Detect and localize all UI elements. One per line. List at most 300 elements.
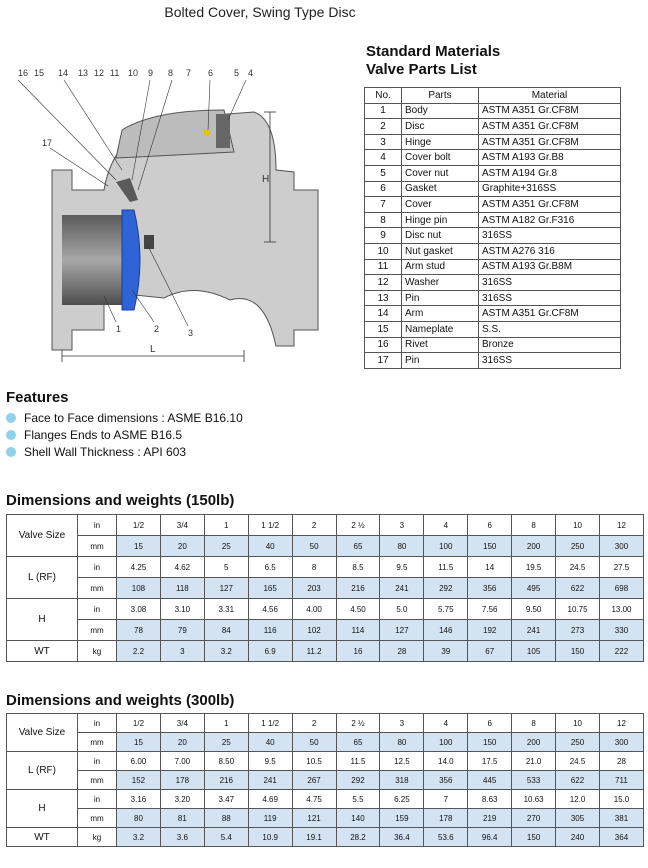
value-cell: 2.2 (117, 641, 161, 662)
callout-7: 7 (186, 68, 192, 78)
value-cell: 1 (204, 714, 248, 733)
value-cell: 1/2 (117, 714, 161, 733)
value-cell: 25 (204, 536, 248, 557)
unit-cell: mm (78, 733, 117, 752)
value-cell: 9.5 (380, 557, 424, 578)
part-name: Pin (402, 353, 479, 369)
part-material: 316SS (479, 275, 621, 291)
value-cell: 445 (468, 771, 512, 790)
header-no: No. (365, 88, 402, 104)
value-cell: 4.62 (160, 557, 204, 578)
row-label: L (RF) (7, 557, 78, 599)
parts-row (365, 243, 621, 259)
value-cell: 381 (599, 809, 643, 828)
value-cell: 2 (292, 515, 336, 536)
parts-row (365, 353, 621, 369)
part-number: 16 (365, 337, 402, 353)
value-cell: 65 (336, 536, 380, 557)
callout-1: 1 (116, 324, 122, 334)
part-name: Disc (402, 119, 479, 135)
value-cell: 14.0 (424, 752, 468, 771)
value-cell: 40 (248, 536, 292, 557)
value-cell: 241 (512, 620, 556, 641)
part-material: ASTM A276 316 (479, 243, 621, 259)
dims-row (7, 620, 644, 641)
value-cell: 1 (204, 515, 248, 536)
value-cell: 88 (204, 809, 248, 828)
value-cell: 19.1 (292, 828, 336, 847)
value-cell: 116 (248, 620, 292, 641)
part-number: 9 (365, 228, 402, 244)
part-number: 5 (365, 165, 402, 181)
value-cell: 50 (292, 536, 336, 557)
parts-row (365, 275, 621, 291)
feature-text: Shell Wall Thickness : API 603 (24, 444, 187, 459)
dims-row (7, 515, 644, 536)
value-cell: 127 (204, 578, 248, 599)
value-cell: 10 (556, 515, 600, 536)
part-name: Arm stud (402, 259, 479, 275)
part-number: 15 (365, 321, 402, 337)
part-number: 12 (365, 275, 402, 291)
value-cell: 165 (248, 578, 292, 599)
value-cell: 3.08 (117, 599, 161, 620)
part-name: Washer (402, 275, 479, 291)
value-cell: 81 (160, 809, 204, 828)
value-cell: 7 (424, 790, 468, 809)
unit-cell: in (78, 714, 117, 733)
value-cell: 102 (292, 620, 336, 641)
row-label: H (7, 599, 78, 641)
part-material: ASTM A193 Gr.B8M (479, 259, 621, 275)
dims-row (7, 536, 644, 557)
dims-row (7, 714, 644, 733)
value-cell: 159 (380, 809, 424, 828)
part-name: Cover nut (402, 165, 479, 181)
value-cell: 12 (599, 515, 643, 536)
part-number: 7 (365, 197, 402, 213)
value-cell: 4.69 (248, 790, 292, 809)
unit-cell: in (78, 752, 117, 771)
value-cell: 3/4 (160, 714, 204, 733)
materials-title (366, 43, 500, 79)
value-cell: 118 (160, 578, 204, 599)
value-cell: 39 (424, 641, 468, 662)
value-cell: 1 1/2 (248, 515, 292, 536)
value-cell: 267 (292, 771, 336, 790)
parts-row (365, 337, 621, 353)
value-cell: 3.6 (160, 828, 204, 847)
features-title: Features (6, 389, 69, 406)
value-cell: 150 (556, 641, 600, 662)
part-name: Body (402, 103, 479, 119)
value-cell: 3.31 (204, 599, 248, 620)
value-cell: 200 (512, 536, 556, 557)
row-label: WT (7, 828, 78, 847)
dims-row (7, 599, 644, 620)
value-cell: 178 (424, 809, 468, 828)
part-name: Rivet (402, 337, 479, 353)
value-cell: 105 (512, 641, 556, 662)
value-cell: 4 (424, 515, 468, 536)
parts-row (365, 259, 621, 275)
value-cell: 36.4 (380, 828, 424, 847)
value-cell: 108 (117, 578, 161, 599)
value-cell: 150 (512, 828, 556, 847)
value-cell: 17.5 (468, 752, 512, 771)
unit-cell: mm (78, 536, 117, 557)
value-cell: 318 (380, 771, 424, 790)
dims300-title: Dimensions and weights (300lb) (6, 692, 235, 709)
dims150-table (6, 514, 644, 662)
value-cell: 8 (512, 714, 556, 733)
unit-cell: in (78, 515, 117, 536)
callout-16: 16 (18, 68, 29, 78)
dims-row (7, 790, 644, 809)
dims-row (7, 752, 644, 771)
part-number: 8 (365, 212, 402, 228)
feature-text: Face to Face dimensions : ASME B16.10 (24, 410, 243, 425)
value-cell: 78 (117, 620, 161, 641)
part-name: Disc nut (402, 228, 479, 244)
part-name: Nameplate (402, 321, 479, 337)
value-cell: 273 (556, 620, 600, 641)
callout-8: 8 (168, 68, 174, 78)
value-cell: 219 (468, 809, 512, 828)
valve-cross-section-drawing (4, 60, 360, 380)
value-cell: 20 (160, 733, 204, 752)
part-number: 14 (365, 306, 402, 322)
part-material: 316SS (479, 290, 621, 306)
callout-4: 4 (248, 68, 254, 78)
page-title: Bolted Cover, Swing Type Disc (164, 4, 356, 20)
value-cell: 146 (424, 620, 468, 641)
value-cell: 495 (512, 578, 556, 599)
value-cell: 6.5 (248, 557, 292, 578)
part-number: 13 (365, 290, 402, 306)
value-cell: 10 (556, 714, 600, 733)
value-cell: 25 (204, 733, 248, 752)
part-number: 6 (365, 181, 402, 197)
dims150-title: Dimensions and weights (150lb) (6, 492, 235, 509)
value-cell: 240 (556, 828, 600, 847)
unit-cell: kg (78, 641, 117, 662)
parts-table-header (365, 88, 621, 104)
bullet-dot-icon (6, 413, 16, 423)
parts-row (365, 165, 621, 181)
value-cell: 305 (556, 809, 600, 828)
row-label: Valve Size (7, 515, 78, 557)
value-cell: 6 (468, 714, 512, 733)
part-material: ASTM A182 Gr.F316 (479, 212, 621, 228)
value-cell: 2 ½ (336, 515, 380, 536)
value-cell: 10.9 (248, 828, 292, 847)
value-cell: 292 (424, 578, 468, 599)
value-cell: 8 (512, 515, 556, 536)
unit-cell: mm (78, 620, 117, 641)
value-cell: 4.25 (117, 557, 161, 578)
value-cell: 6.9 (248, 641, 292, 662)
value-cell: 3/4 (160, 515, 204, 536)
part-number: 11 (365, 259, 402, 275)
value-cell: 5.75 (424, 599, 468, 620)
value-cell: 53.6 (424, 828, 468, 847)
value-cell: 3 (380, 515, 424, 536)
bullet-dot-icon (6, 447, 16, 457)
value-cell: 150 (468, 536, 512, 557)
value-cell: 250 (556, 733, 600, 752)
part-name: Hinge (402, 134, 479, 150)
dims-row (7, 733, 644, 752)
value-cell: 4 (424, 714, 468, 733)
value-cell: 192 (468, 620, 512, 641)
value-cell: 150 (468, 733, 512, 752)
value-cell: 533 (512, 771, 556, 790)
value-cell: 241 (248, 771, 292, 790)
part-material: ASTM A194 Gr.8 (479, 165, 621, 181)
value-cell: 84 (204, 620, 248, 641)
value-cell: 4.50 (336, 599, 380, 620)
value-cell: 356 (468, 578, 512, 599)
value-cell: 40 (248, 733, 292, 752)
value-cell: 178 (160, 771, 204, 790)
part-name: Nut gasket (402, 243, 479, 259)
part-name: Cover bolt (402, 150, 479, 166)
row-label: H (7, 790, 78, 828)
value-cell: 4.75 (292, 790, 336, 809)
value-cell: 698 (599, 578, 643, 599)
value-cell: 11.2 (292, 641, 336, 662)
dim-l-label: L (150, 344, 156, 355)
value-cell: 6 (468, 515, 512, 536)
value-cell: 7.00 (160, 752, 204, 771)
value-cell: 16 (336, 641, 380, 662)
parts-table (364, 87, 621, 369)
value-cell: 4.00 (292, 599, 336, 620)
value-cell: 5.5 (336, 790, 380, 809)
features-section (6, 389, 243, 460)
value-cell: 50 (292, 733, 336, 752)
value-cell: 11.5 (336, 752, 380, 771)
parts-row (365, 306, 621, 322)
value-cell: 80 (380, 536, 424, 557)
unit-cell: mm (78, 809, 117, 828)
parts-row (365, 181, 621, 197)
unit-cell: in (78, 557, 117, 578)
value-cell: 24.5 (556, 752, 600, 771)
row-label: Valve Size (7, 714, 78, 752)
part-material: ASTM A193 Gr.B8 (479, 150, 621, 166)
value-cell: 10.5 (292, 752, 336, 771)
value-cell: 203 (292, 578, 336, 599)
part-number: 17 (365, 353, 402, 369)
value-cell: 119 (248, 809, 292, 828)
materials-title-line2: Valve Parts List (366, 61, 477, 78)
feature-item (6, 443, 243, 460)
value-cell: 300 (599, 536, 643, 557)
value-cell: 3.2 (204, 641, 248, 662)
value-cell: 14 (468, 557, 512, 578)
value-cell: 5 (204, 557, 248, 578)
value-cell: 80 (117, 809, 161, 828)
value-cell: 140 (336, 809, 380, 828)
part-number: 4 (365, 150, 402, 166)
part-name: Hinge pin (402, 212, 479, 228)
value-cell: 711 (599, 771, 643, 790)
unit-cell: in (78, 790, 117, 809)
value-cell: 1 1/2 (248, 714, 292, 733)
part-name: Gasket (402, 181, 479, 197)
value-cell: 12.5 (380, 752, 424, 771)
value-cell: 13.00 (599, 599, 643, 620)
header-parts: Parts (402, 88, 479, 104)
part-material: ASTM A351 Gr.CF8M (479, 103, 621, 119)
value-cell: 3.10 (160, 599, 204, 620)
dims-row (7, 828, 644, 847)
part-name: Cover (402, 197, 479, 213)
feature-item (6, 426, 243, 443)
part-material: 316SS (479, 353, 621, 369)
part-name: Pin (402, 290, 479, 306)
row-label: L (RF) (7, 752, 78, 790)
value-cell: 9.50 (512, 599, 556, 620)
value-cell: 20 (160, 536, 204, 557)
value-cell: 3 (160, 641, 204, 662)
value-cell: 11.5 (424, 557, 468, 578)
part-number: 3 (365, 134, 402, 150)
value-cell: 216 (204, 771, 248, 790)
value-cell: 127 (380, 620, 424, 641)
value-cell: 241 (380, 578, 424, 599)
part-material: ASTM A351 Gr.CF8M (479, 306, 621, 322)
value-cell: 96.4 (468, 828, 512, 847)
value-cell: 3.2 (117, 828, 161, 847)
part-material: ASTM A351 Gr.CF8M (479, 134, 621, 150)
value-cell: 15.0 (599, 790, 643, 809)
value-cell: 7.56 (468, 599, 512, 620)
dim-h-label: H (262, 174, 270, 185)
value-cell: 100 (424, 733, 468, 752)
row-label: WT (7, 641, 78, 662)
value-cell: 24.5 (556, 557, 600, 578)
part-material: S.S. (479, 321, 621, 337)
value-cell: 79 (160, 620, 204, 641)
value-cell: 300 (599, 733, 643, 752)
callout-9: 9 (148, 68, 154, 78)
value-cell: 15 (117, 733, 161, 752)
value-cell: 67 (468, 641, 512, 662)
value-cell: 27.5 (599, 557, 643, 578)
value-cell: 10.63 (512, 790, 556, 809)
parts-row (365, 197, 621, 213)
dims-row (7, 809, 644, 828)
parts-row (365, 228, 621, 244)
value-cell: 364 (599, 828, 643, 847)
callout-6: 6 (208, 68, 214, 78)
callout-11: 11 (110, 68, 120, 78)
dims-row (7, 578, 644, 599)
parts-row (365, 212, 621, 228)
value-cell: 28.2 (336, 828, 380, 847)
value-cell: 3.47 (204, 790, 248, 809)
unit-cell: in (78, 599, 117, 620)
value-cell: 292 (336, 771, 380, 790)
materials-title-line1: Standard Materials (366, 43, 501, 60)
parts-row (365, 134, 621, 150)
value-cell: 12 (599, 714, 643, 733)
value-cell: 270 (512, 809, 556, 828)
value-cell: 100 (424, 536, 468, 557)
value-cell: 121 (292, 809, 336, 828)
value-cell: 1/2 (117, 515, 161, 536)
dims-row (7, 771, 644, 790)
part-material: 316SS (479, 228, 621, 244)
value-cell: 3.16 (117, 790, 161, 809)
part-number: 2 (365, 119, 402, 135)
value-cell: 8.5 (336, 557, 380, 578)
value-cell: 19.5 (512, 557, 556, 578)
callout-17: 17 (42, 138, 53, 148)
callout-2: 2 (154, 324, 160, 334)
parts-row (365, 103, 621, 119)
feature-item (6, 409, 243, 426)
part-material: Graphite+316SS (479, 181, 621, 197)
value-cell: 28 (380, 641, 424, 662)
value-cell: 622 (556, 771, 600, 790)
value-cell: 622 (556, 578, 600, 599)
feature-text: Flanges Ends to ASME B16.5 (24, 427, 183, 442)
unit-cell: mm (78, 771, 117, 790)
callout-10: 10 (128, 68, 139, 78)
callout-12: 12 (94, 68, 105, 78)
value-cell: 8.63 (468, 790, 512, 809)
parts-row (365, 150, 621, 166)
value-cell: 8 (292, 557, 336, 578)
value-cell: 3 (380, 714, 424, 733)
value-cell: 15 (117, 536, 161, 557)
callout-15: 15 (34, 68, 45, 78)
callout-3: 3 (188, 328, 194, 338)
value-cell: 5.0 (380, 599, 424, 620)
callout-14: 14 (58, 68, 69, 78)
value-cell: 114 (336, 620, 380, 641)
value-cell: 200 (512, 733, 556, 752)
unit-cell: mm (78, 578, 117, 599)
value-cell: 6.00 (117, 752, 161, 771)
value-cell: 152 (117, 771, 161, 790)
dims-row (7, 557, 644, 578)
value-cell: 21.0 (512, 752, 556, 771)
value-cell: 5.4 (204, 828, 248, 847)
value-cell: 356 (424, 771, 468, 790)
parts-row (365, 321, 621, 337)
value-cell: 28 (599, 752, 643, 771)
value-cell: 12.0 (556, 790, 600, 809)
dims300-table (6, 713, 644, 847)
parts-row (365, 290, 621, 306)
value-cell: 2 ½ (336, 714, 380, 733)
part-material: Bronze (479, 337, 621, 353)
value-cell: 8.50 (204, 752, 248, 771)
part-number: 10 (365, 243, 402, 259)
value-cell: 222 (599, 641, 643, 662)
part-material: ASTM A351 Gr.CF8M (479, 197, 621, 213)
value-cell: 2 (292, 714, 336, 733)
value-cell: 80 (380, 733, 424, 752)
unit-cell: kg (78, 828, 117, 847)
value-cell: 65 (336, 733, 380, 752)
dims-row (7, 641, 644, 662)
